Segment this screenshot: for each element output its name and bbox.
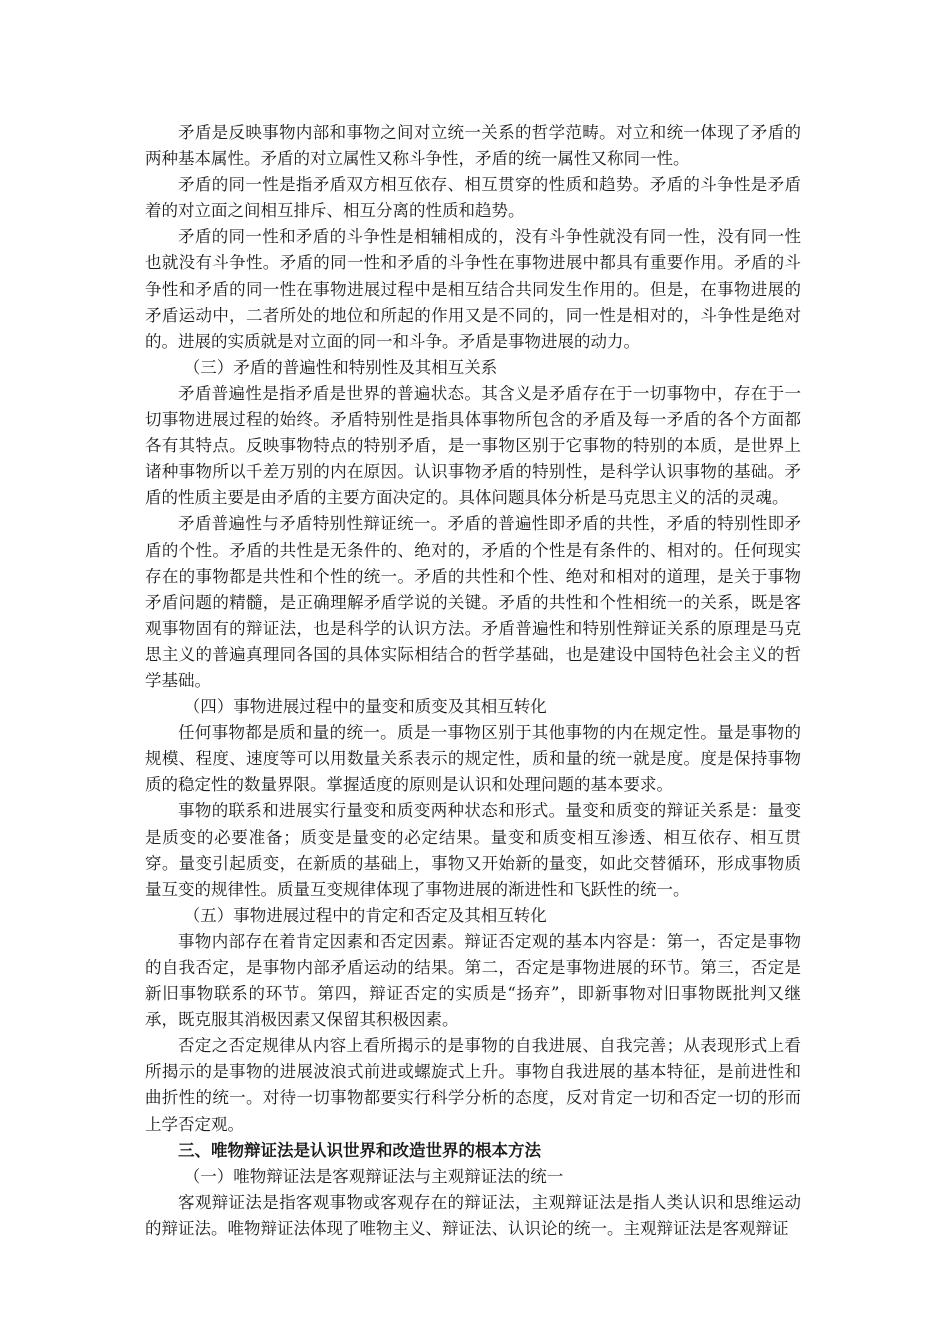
paragraph-universality-particularity: 矛盾普遍性是指矛盾是世界的普遍状态。其含义是矛盾存在于一切事物中，存在于一切事物进展过程的始终。矛盾特别性是指具体事物所包含的矛盾及每一矛盾的各个方面都各有其特点。反映事物特点的特别矛盾，是一事物区别于它事物的特别的本质，是世界上诸种事物所以千差万别的内在原因。认识事物矛盾的特别性，是科学认识事物的基础。矛盾的性质主要是由矛盾的主要方面决定的。具体问题具体分析是马克思主义的活的灵魂。 bbox=[145, 383, 801, 508]
paragraph-dialectical-negation: 事物内部存在着肯定因素和否定因素。辩证否定观的基本内容是：第一，否定是事物的自我否定，是事物内部矛盾运动的结果。第二，否定是事物进展的环节。第三，否定是新旧事物联系的环节。第四，辩证否定的实质是“扬弃”，即新事物对旧事物既批判又继承，既克服其消极因素又保留其积极因素。 bbox=[145, 931, 801, 1030]
section-heading-negation: （五）事物进展过程中的肯定和否定及其相互转化 bbox=[183, 905, 547, 925]
paragraph-objective-subjective-dialectics: 客观辩证法是指客观事物或客观存在的辩证法，主观辩证法是指人类认识和思维运动的辩证法。唯物辩证法体现了唯物主义、辩证法、认识论的统一。主观辩证法是客观辩证 bbox=[145, 1192, 801, 1238]
section-heading-universality: （三）矛盾的普遍性和特别性及其相互关系 bbox=[183, 357, 498, 377]
paragraph-negation-of-negation: 否定之否定规律从内容上看所揭示的是事物的自我进展、自我完善；从表现形式上看所揭示的是事物的进展波浪式前进或螺旋式上升。事物自我进展的基本特征，是前进性和曲折性的统一。对待一切事物都要实行科学分析的态度，反对肯定一切和否定一切的形而上学否定观。 bbox=[145, 1036, 801, 1134]
paragraph-identity-struggle-relation: 矛盾的同一性和矛盾的斗争性是相辅相成的，没有斗争性就没有同一性，没有同一性也就没有斗争性。矛盾的同一性和矛盾的斗争性在事物进展中都具有重要作用。矛盾的斗争性和矛盾的同一性在事物进展过程中是相互结合共同发生作用的。但是，在事物进展的矛盾运动中，二者所处的地位和所起的作用又是不同的，同一性是相对的，斗争性是绝对的。进展的实质就是对立面的同一和斗争。矛盾是事物进展的动力。 bbox=[145, 227, 801, 351]
section-heading-objective-subjective: （一）唯物辩证法是客观辩证法与主观辩证法的统一 bbox=[183, 1166, 564, 1186]
paragraph-quality-quantity: 任何事物都是质和量的统一。质是一事物区别于其他事物的内在规定性。量是事物的规模、程度、速度等可以用数量关系表示的规定性，质和量的统一就是度。度是保持事物质的稳定性的数量界限。掌握适度的原则是认识和处理问题的基本要求。 bbox=[145, 723, 801, 795]
paragraph-dialectical-unity: 矛盾普遍性与矛盾特别性辩证统一。矛盾的普遍性即矛盾的共性，矛盾的特别性即矛盾的个性。矛盾的共性是无条件的、绝对的，矛盾的个性是有条件的、相对的。任何现实存在的事物都是共性和个性的统一。矛盾的共性和个性、绝对和相对的道理，是关于事物矛盾问题的精髓，是正确理解矛盾学说的关键。矛盾的共性和个性相统一的关系，既是客观事物固有的辩证法，也是科学的认识方法。矛盾普遍性和特别性辩证关系的原理是马克思主义的普遍真理同各国的具体实际相结合的哲学基础，也是建设中国特色社会主义的哲学基础。 bbox=[145, 514, 801, 690]
paragraph-quantitative-qualitative-change: 事物的联系和进展实行量变和质变两种状态和形式。量变和质变的辩证关系是：量变是质变的必要准备；质变是量变的必定结果。量变和质变相互渗透、相互依存、相互贯穿。量变引起质变，在新质的基础上，事物又开始新的量变，如此交替循环，形成事物质量互变的规律性。质量互变规律体现了事物进展的渐进性和飞跃性的统一。 bbox=[145, 801, 801, 899]
section-heading-quantitative-change: （四）事物进展过程中的量变和质变及其相互转化 bbox=[183, 697, 547, 717]
paragraph-contradiction-definition: 矛盾是反映事物内部和事物之间对立统一关系的哲学范畴。对立和统一体现了矛盾的两种基本属性。矛盾的对立属性又称斗争性，矛盾的统一属性又称同一性。 bbox=[145, 123, 801, 169]
document-page bbox=[145, 120, 801, 1242]
chapter-heading-materialist-dialectics: 三、唯物辩证法是认识世界和改造世界的根本方法 bbox=[178, 1140, 541, 1160]
paragraph-identity-struggle-definition: 矛盾的同一性是指矛盾双方相互依存、相互贯穿的性质和趋势。矛盾的斗争性是矛盾着的对立面之间相互排斥、相互分离的性质和趋势。 bbox=[145, 175, 801, 221]
